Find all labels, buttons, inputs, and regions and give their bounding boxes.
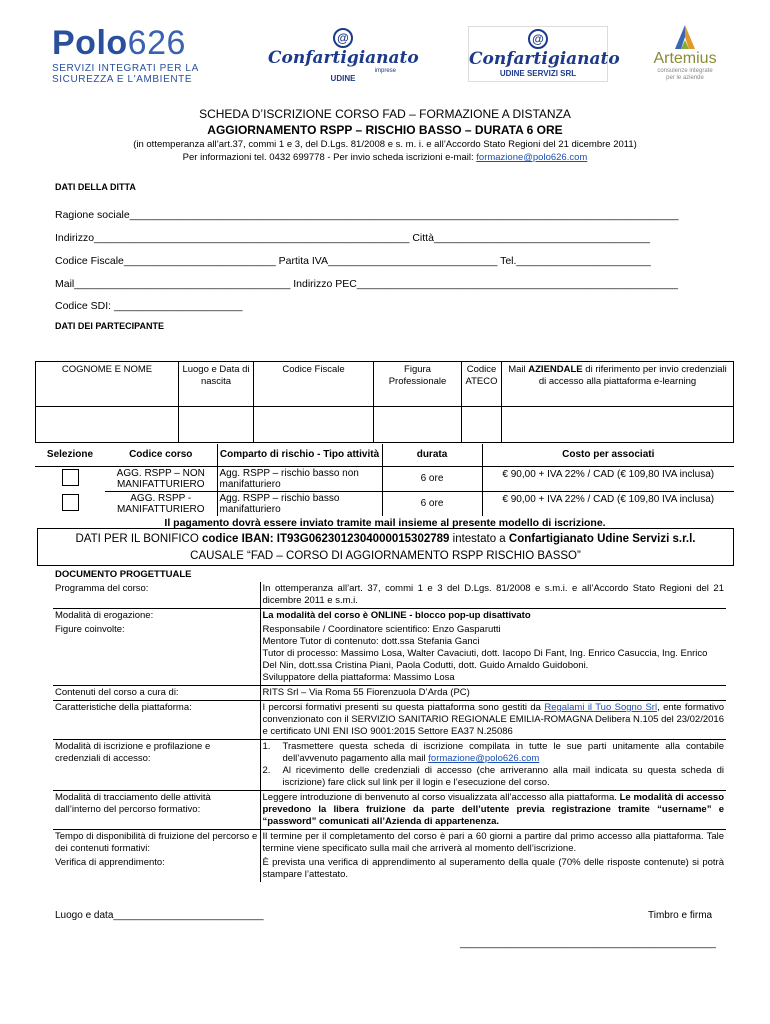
confartigianato-at-icon: @ <box>528 29 548 49</box>
verifica-row <box>53 856 726 882</box>
col-figura-professionale: Figura Professionale <box>374 362 462 407</box>
step-number: 1. <box>262 741 271 752</box>
figure-label: Figure coinvolte: <box>53 623 260 686</box>
iscrizione-list <box>263 741 725 789</box>
iscrizione-step <box>263 765 725 789</box>
programma-row <box>53 582 726 609</box>
title-line1: SCHEDA D’ISCRIZIONE CORSO FAD – FORMAZIONE A DISTANZA <box>199 107 571 121</box>
bonifico-line1 <box>38 531 733 548</box>
tempo-row <box>53 830 726 857</box>
regalami-link[interactable]: Regalami il Tuo Sogno Srl <box>544 702 658 713</box>
modalita-label: Modalità di erogazione: <box>53 609 260 624</box>
participant-name-cell[interactable] <box>36 407 179 443</box>
contenuti-label: Contenuti del corso a cura di: <box>53 686 260 701</box>
progetto-title: DOCUMENTO PROGETTUALE <box>55 569 192 580</box>
figure-line: Mentore Tutor di contenuto: dott.ssa Stefania Ganci <box>262 636 480 647</box>
course-selection-table <box>35 444 734 516</box>
participant-figura-cell[interactable] <box>374 407 462 443</box>
col-costo: Costo per associati <box>482 444 734 466</box>
caratteristiche-label: Caratteristiche della piattaforma: <box>53 701 260 740</box>
iscrizione-text <box>260 740 726 791</box>
payment-note: Il pagamento dovrà essere inviato tramite mail insieme al presente modello di iscrizione. <box>164 517 606 529</box>
bonifico-causale: CAUSALE “FAD – CORSO DI AGGIORNAMENTO RSPP RISCHIO BASSO” <box>190 550 581 562</box>
mail-pec-field[interactable]: Mail_____________________________________ Indirizzo PEC_______________________________________________________ <box>55 278 679 290</box>
caratteristiche-post: , ente formativo convenzionato con il SERVIZIO SANITARIO REGIONALE EMILIA-ROMAGNA Delibera N.105 del 23/02/2016 e certificato UNI ENI ISO 9001:2015 Settore EA37 N.25086 <box>262 702 724 737</box>
conf-logo-sub: UDINE <box>330 74 356 83</box>
firma-line[interactable]: ______________________________________________ <box>460 938 716 949</box>
verifica-label: Verifica di apprendimento: <box>53 856 260 882</box>
polo-logo-name: Polo <box>52 24 128 62</box>
figure-row <box>53 623 726 686</box>
iscrizione-label: Modalità di iscrizione e profilazione e credenziali di accesso: <box>53 740 260 791</box>
title-line2: AGGIORNAMENTO RSPP – RISCHIO BASSO – DURATA 6 ORE <box>207 123 563 137</box>
mail-header-bold: AZIENDALE <box>528 364 583 375</box>
artemius-line1: consulenze integrate <box>657 68 713 74</box>
course-comparto-cell: Agg. RSPP – rischio basso manifatturiero <box>217 491 382 516</box>
dati-ditta-label: DATI DELLA DITTA <box>55 182 136 192</box>
conf2-logo-name: Confartigianato <box>469 49 620 69</box>
contenuti-row <box>53 686 726 701</box>
step-number: 2. <box>262 765 271 776</box>
indirizzo-citta-field[interactable]: Indirizzo______________________________________________________ Città_____________________________________ <box>55 232 651 244</box>
tracciamento-row <box>53 791 726 830</box>
participants-header-row <box>36 362 734 407</box>
course-checkbox-non-manifatturiero[interactable] <box>62 469 79 486</box>
participant-ateco-cell[interactable] <box>462 407 502 443</box>
title-line4 <box>0 151 770 164</box>
iscrizione-step <box>263 741 725 765</box>
timbro-firma-label: Timbro e firma <box>648 910 713 921</box>
col-cognome-nome: COGNOME E NOME <box>36 362 179 407</box>
tempo-label: Tempo di disponibilità di fruizione del percorso e dei contenuti formativi: <box>53 830 260 857</box>
bonifico-pre: DATI PER IL BONIFICO <box>75 533 202 545</box>
conf2-logo-sub: UDINE SERVIZI SRL <box>499 69 577 78</box>
bonifico-iban: codice IBAN: IT93G0623012304000015302789 <box>202 533 450 545</box>
caratteristiche-text <box>260 701 726 740</box>
course-durata-cell: 6 ore <box>382 491 482 516</box>
ragione-sociale-field[interactable]: Ragione sociale______________________________________________________________________________________________ <box>55 209 679 221</box>
course-row <box>35 491 734 516</box>
course-durata-cell: 6 ore <box>382 466 482 491</box>
step-text: Trasmettere questa scheda di iscrizione compilata in tutte le sue parti unitamente alla contabile dell’avvenuto pagamento alla mail <box>282 741 724 764</box>
bonifico-box <box>37 528 734 566</box>
polo-logo-line2: SICUREZZA E L'AMBIENTE <box>52 74 193 85</box>
col-durata: durata <box>382 444 482 466</box>
bonifico-mid: intestato a <box>449 533 509 545</box>
course-code-cell: AGG. RSPP – NON MANIFATTURIERO <box>105 466 217 491</box>
tracciamento-bold: Le modalità di accesso prevedono la libera fruizione da parte dell’utente previa registrazione tramite “username” e “password” comunicati all’Azienda di appartenenza. <box>262 792 724 827</box>
artemius-name: Artemius <box>653 50 717 67</box>
document-title-block <box>0 107 770 164</box>
caratteristiche-pre: I percorsi formativi presenti su questa piattaforma sono gestiti da <box>262 702 545 713</box>
course-select-cell <box>35 466 105 491</box>
step-email-link[interactable]: formazione@polo626.com <box>428 753 540 764</box>
step-text: Al ricevimento delle credenziali di accesso (che arriveranno alla mail indicata su questa scheda di iscrizione) fare click sul link per il login e l’esecuzione del corso. <box>282 765 724 788</box>
luogo-data-field[interactable]: Luogo e data___________________________ <box>55 910 264 921</box>
artemius-line2: per le aziende <box>666 75 704 81</box>
tempo-text: Il termine per il completamento del corso è pari a 60 giorni a partire dal primo accesso alla piattaforma. Tale termine viene specificato sulla mail che arriverà al momento dell’iscrizione. <box>260 830 726 857</box>
course-comparto-cell: Agg. RSPP – rischio basso non manifatturiero <box>217 466 382 491</box>
tracciamento-pre: Leggere introduzione di benvenuto al corso visualizzata all’accesso alla piattaforma. <box>262 792 620 803</box>
mail-header-post: di riferimento per invio credenziali di accesso alla piattaforma e-learning <box>538 364 727 387</box>
course-costo-cell: € 90,00 + IVA 22% / CAD (€ 109,80 IVA inclusa) <box>482 491 734 516</box>
confartigianato-servizi-logo <box>468 26 620 82</box>
col-mail-aziendale <box>502 362 734 407</box>
course-row <box>35 466 734 491</box>
programma-text: In ottemperanza all’art. 37, commi 1 e 3 del D.Lgs. 81/2008 e s.m.i. e all’Accordo Stato Regioni del 21 dicembre 2011 e s.m.i. <box>262 583 724 606</box>
progetto-title-spacer <box>260 568 726 582</box>
verifica-text: È prevista una verifica di apprendimento al superamento della quale (70% delle risposte contenute) si potrà stampare l’attestato. <box>262 857 724 880</box>
confartigianato-at-icon: @ <box>333 28 353 48</box>
info-text: Per informazioni tel. 0432 699778 - Per invio scheda iscrizioni e-mail: <box>182 152 477 163</box>
course-costo-cell: € 90,00 + IVA 22% / CAD (€ 109,80 IVA inclusa) <box>482 466 734 491</box>
figure-line: Sviluppatore della piattaforma: Massimo Losa <box>262 672 455 683</box>
conf-logo-name: Confartigianato <box>268 48 419 68</box>
col-codice-ateco: Codice ATECO <box>462 362 502 407</box>
artemius-a-icon <box>672 24 698 50</box>
caratteristiche-row <box>53 701 726 740</box>
codice-sdi-field[interactable]: Codice SDI: ______________________ <box>55 300 243 312</box>
polo626-logo <box>52 26 222 85</box>
participants-table <box>35 361 734 443</box>
confartigianato-udine-logo <box>268 28 418 84</box>
course-code-cell: AGG. RSPP - MANIFATTURIERO <box>116 492 205 515</box>
mail-header-pre: Mail <box>508 364 529 375</box>
participant-cf-cell[interactable] <box>254 407 374 443</box>
course-select-cell <box>35 491 105 516</box>
figure-text <box>260 623 726 686</box>
bonifico-intestatario: Confartigianato Udine Servizi s.r.l. <box>508 533 696 545</box>
col-codice-corso: Codice corso <box>105 444 217 466</box>
artemius-logo <box>640 24 730 82</box>
participant-birth-cell[interactable] <box>179 407 254 443</box>
tracciamento-text <box>260 791 726 830</box>
cf-piva-tel-field[interactable]: Codice Fiscale__________________________ Partita IVA_____________________________ Tel._______________________ <box>55 255 651 267</box>
progetto-title-row <box>53 568 726 582</box>
col-comparto: Comparto di rischio - Tipo attività <box>217 444 382 466</box>
polo-logo-line1: SERVIZI INTEGRATI PER LA <box>52 63 199 74</box>
course-checkbox-manifatturiero[interactable] <box>62 494 79 511</box>
figure-line: Tutor di processo: Massimo Losa, Walter Cavaciuti, dott. Iacopo Di Fant, Ing. Enrico Casuccia, Ing. Enrico Del Nin, dott.ssa Cristina Piani, Paola Codutti, dott. Guido Arnaldo Guidoboni. <box>262 648 708 671</box>
col-codice-fiscale: Codice Fiscale <box>254 362 374 407</box>
col-selezione: Selezione <box>35 444 105 466</box>
title-line3: (in ottemperanza all’art.37, commi 1 e 3, del D.Lgs. 81/2008 e s. m. i. e all’Accordo Stato Regioni del 21 dicembre 2011) <box>133 139 637 150</box>
info-email-link[interactable]: formazione@polo626.com <box>476 152 588 163</box>
figure-line: Responsabile / Coordinatore scientifico: Enzo Gasparutti <box>262 624 501 635</box>
iscrizione-row <box>53 740 726 791</box>
course-header-row <box>35 444 734 466</box>
polo-logo-number: 626 <box>127 24 186 62</box>
participant-mail-cell[interactable] <box>502 407 734 443</box>
programma-label: Programma del corso: <box>53 582 260 609</box>
modalita-text: La modalità del corso è ONLINE - blocco pop-up disattivato <box>260 609 726 624</box>
participant-entry-row[interactable] <box>36 407 734 443</box>
modalita-row <box>53 609 726 624</box>
dati-partecipante-label: DATI DEI PARTECIPANTE <box>55 321 165 331</box>
documento-progettuale-table <box>53 568 726 882</box>
tracciamento-label: Modalità di tracciamento delle attività dall’interno del percorso formativo: <box>53 791 260 830</box>
conf-logo-small: imprese <box>374 68 396 74</box>
contenuti-text: RITS Srl – Via Roma 55 Fiorenzuola D’Arda (PC) <box>260 686 726 701</box>
col-luogo-data: Luogo e Data di nascita <box>179 362 254 407</box>
